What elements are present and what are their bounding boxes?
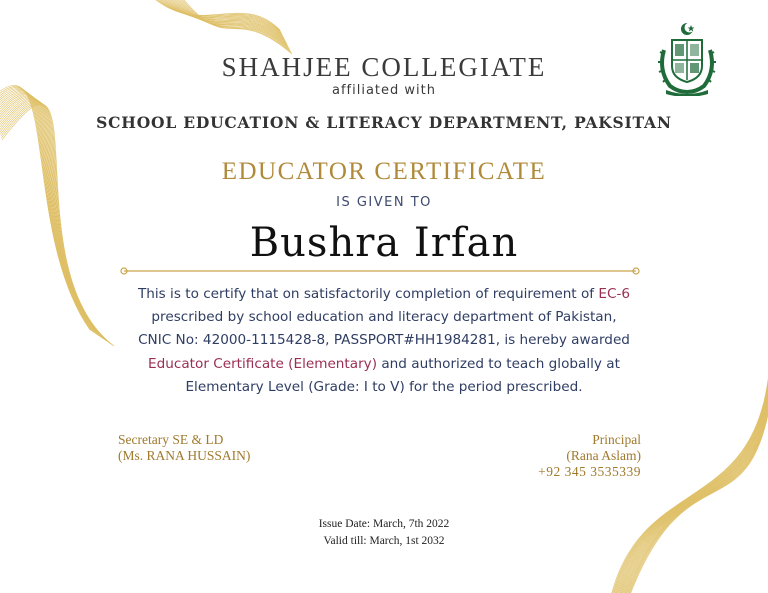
certificate-type: Educator Certificate (Elementary) [148, 355, 378, 372]
certificate-title: EDUCATOR CERTIFICATE [221, 158, 547, 185]
body-line-3: CNIC No: 42000-1115428-8, PASSPORT#HH1984281, is hereby awarded [138, 332, 630, 349]
principal-signature-block [538, 432, 641, 480]
secretary-title: Secretary SE & LD [118, 432, 224, 447]
body-line-5: Elementary Level (Grade: I to V) for the period prescribed. [185, 378, 583, 395]
recipient-name: Bushra Irfan [249, 220, 519, 266]
secretary-signature-block [118, 432, 250, 464]
affiliation-label: affiliated with [332, 83, 436, 98]
department-name: SCHOOL EDUCATION & LITERACY DEPARTMENT, PAKSITAN [96, 113, 672, 132]
college-name: SHAHJEE COLLEGIATE [221, 52, 547, 82]
body-line-2: prescribed by school education and literacy department of Pakistan, [151, 309, 617, 326]
body-line-4: Educator Certificate (Elementary) and authorized to teach globally at [148, 355, 620, 372]
principal-phone: +92 345 3535339 [538, 464, 641, 479]
principal-title: Principal [592, 432, 641, 447]
gold-divider-line [120, 267, 640, 275]
secretary-name: (Ms. RANA HUSSAIN) [118, 448, 251, 463]
validity-dates [0, 516, 768, 550]
issue-date: Issue Date: March, 7th 2022 [318, 518, 450, 530]
program-code: EC-6 [598, 286, 631, 302]
body-line-1: This is to certify that on satisfactorily completion of requirement of EC-6 [137, 286, 631, 302]
valid-till-date: Valid till: March, 1st 2032 [323, 535, 445, 547]
given-to-label: IS GIVEN TO [336, 195, 432, 210]
certificate-body [100, 283, 668, 399]
principal-name: (Rana Aslam) [566, 448, 641, 463]
